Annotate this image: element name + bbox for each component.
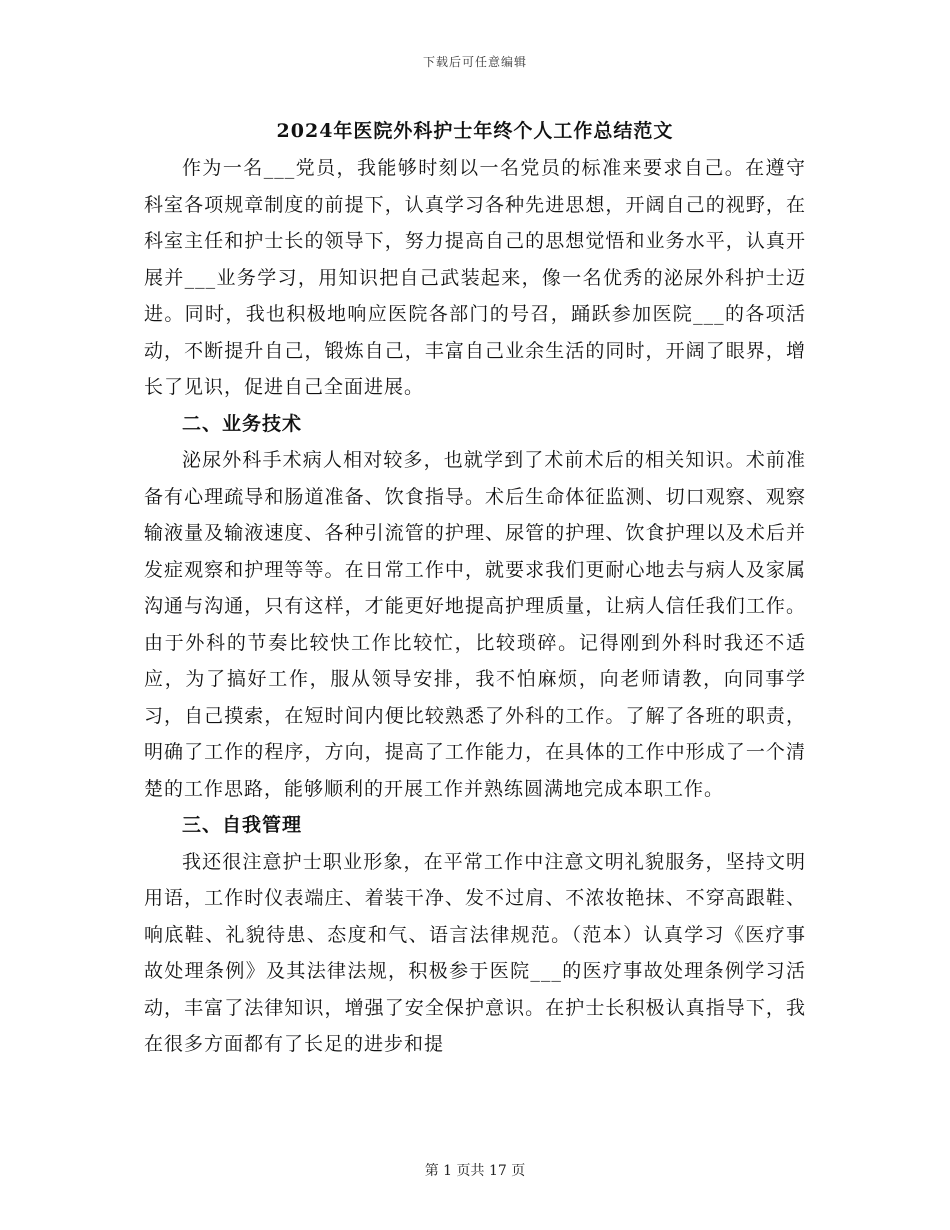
paragraph-3: 我还很注意护士职业形象，在平常工作中注意文明礼貌服务，坚持文明用语，工作时仪表端庄、着装干净、发不过肩、不浓妆艳抹、不穿高跟鞋、响底鞋、礼貌待患、态度和气、语言法律规范。（范本）认真学习《医疗事故处理条例》及其法律法规，积极参于医院___的医疗事故处理条例学习活动，丰富了法律知识，增强了安全保护意识。在护士长积极认真指导下，我在很多方面都有了长足的进步和提: [144, 850, 806, 1055]
document-title: 2024年医院外科护士年终个人工作总结范文: [276, 120, 674, 142]
paragraph-2: 泌尿外科手术病人相对较多，也就学到了术前术后的相关知识。术前准备有心理疏导和肠道准备、饮食指导。术后生命体征监测、切口观察、观察输液量及输液速度、各种引流管的护理、尿管的护理、饮食护理以及术后并发症观察和护理等等。在日常工作中，就要求我们更耐心地去与病人及家属沟通与沟通，只有这样，才能更好地提高护理质量，让病人信任我们工作。由于外科的节奏比较快工作比较忙，比较琐碎。记得刚到外科时我还不适应，为了搞好工作，服从领导安排，我不怕麻烦，向老师请教，向同事学习，自己摸索，在短时间内便比较熟悉了外科的工作。了解了各班的职责，明确了工作的程序，方向，提高了工作能力，在具体的工作中形成了一个清楚的工作思路，能够顺利的开展工作并熟练圆满地完成本职工作。: [144, 449, 806, 800]
page-footer: 第 1 页共 17 页: [424, 1163, 526, 1179]
document-body: [144, 150, 806, 1063]
section-heading-3: 三、自我管理: [182, 814, 303, 836]
page-header: 下载后可任意编辑: [422, 55, 527, 69]
paragraph-1: 作为一名___党员，我能够时刻以一名党员的标准来要求自己。在遵守科室各项规章制度的前提下，认真学习各种先进思想，开阔自己的视野，在科室主任和护士长的领导下，努力提高自己的思想觉悟和业务水平，认真开展并___业务学习，用知识把自己武装起来，像一名优秀的泌尿外科护士迈进。同时，我也积极地响应医院各部门的号召，踊跃参加医院___的各项活动，不断提升自己，锻炼自己，丰富自己业余生活的同时，开阔了眼界，增长了见识，促进自己全面进展。: [144, 157, 806, 398]
section-heading-2: 二、业务技术: [182, 412, 303, 435]
